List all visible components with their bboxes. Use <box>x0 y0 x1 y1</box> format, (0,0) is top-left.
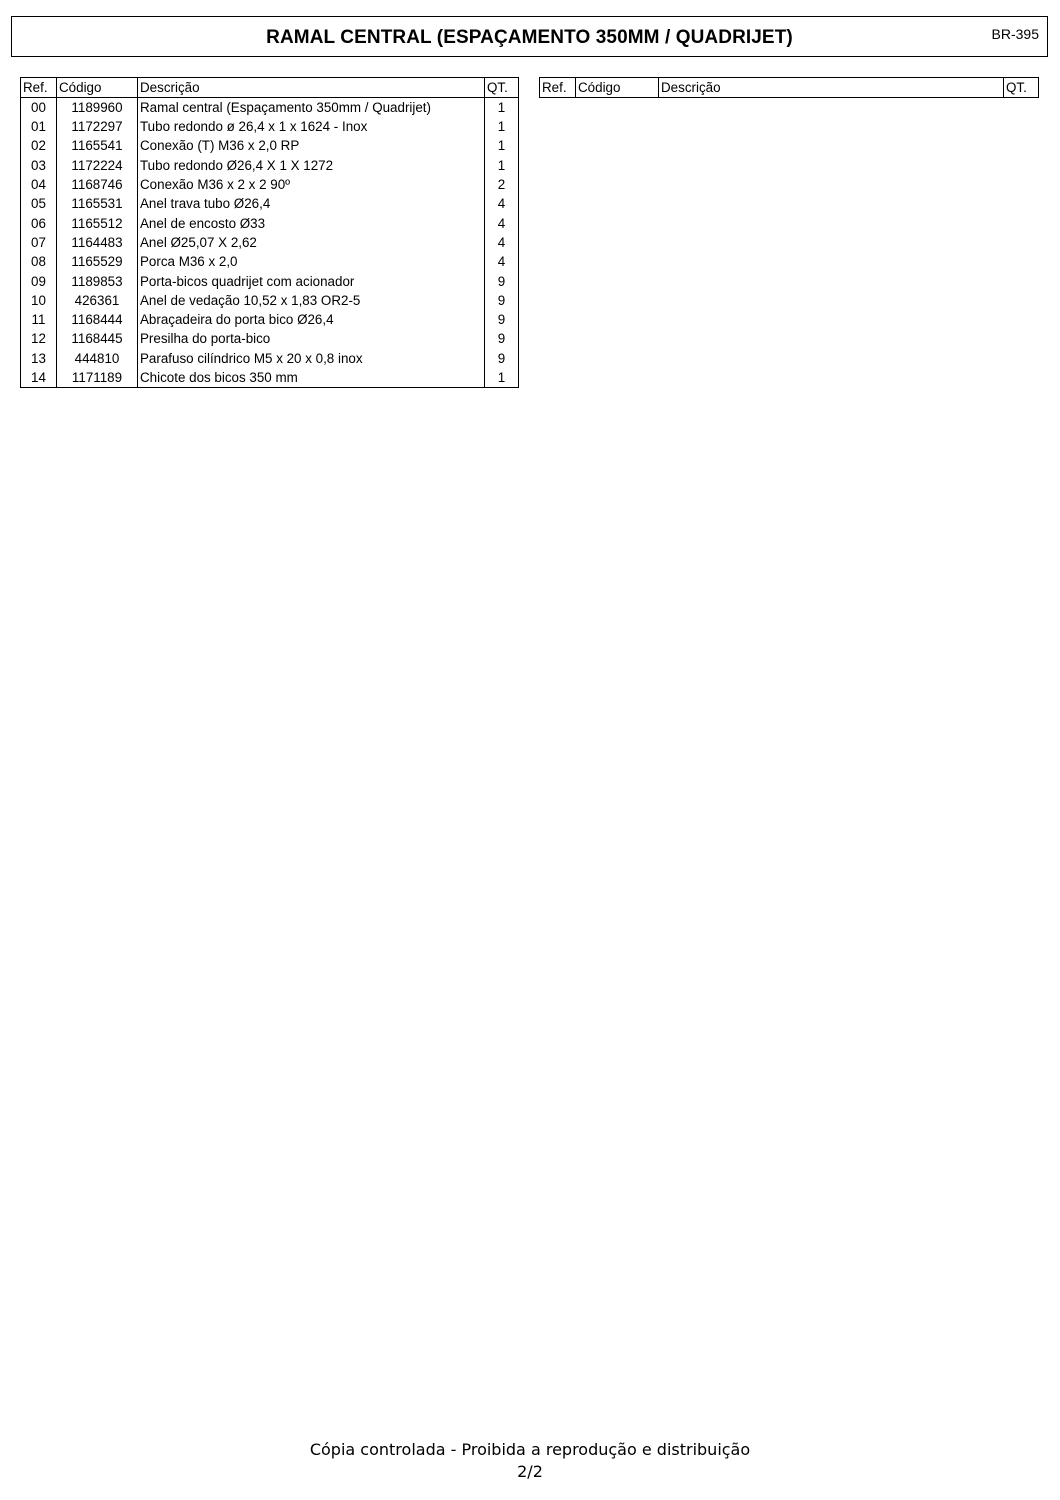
footer-notice: Cópia controlada - Proibida a reprodução e distribuição <box>309 1440 751 1459</box>
table-row <box>21 349 519 368</box>
table-row <box>21 213 519 232</box>
cell-ref: 08 <box>21 252 57 271</box>
table-header-row <box>540 78 1039 98</box>
cell-description: Ramal central (Espaçamento 350mm / Quadrijet) <box>138 98 485 118</box>
cell-code: 1165529 <box>57 252 138 271</box>
cell-description: Parafuso cilíndrico M5 x 20 x 0,8 inox <box>138 349 485 368</box>
column-header-code: Código <box>57 78 138 98</box>
cell-description: Abraçadeira do porta bico Ø26,4 <box>138 310 485 329</box>
column-header-description: Descrição <box>138 78 485 98</box>
table-row <box>21 117 519 136</box>
title-box <box>11 16 1048 57</box>
cell-code: 1189960 <box>57 98 138 118</box>
cell-description: Anel de encosto Ø33 <box>138 213 485 232</box>
cell-qty: 9 <box>485 291 519 310</box>
cell-ref: 14 <box>21 368 57 388</box>
table-row <box>21 310 519 329</box>
cell-qty: 1 <box>485 368 519 388</box>
page-number: 2/2 <box>517 1462 543 1481</box>
cell-ref: 11 <box>21 310 57 329</box>
page-title: RAMAL CENTRAL (ESPAÇAMENTO 350MM / QUADRIJET) <box>266 27 793 48</box>
table-row <box>21 291 519 310</box>
cell-code: 1164483 <box>57 233 138 252</box>
table-header-row <box>21 78 519 98</box>
cell-description: Porta-bicos quadrijet com acionador <box>138 271 485 290</box>
cell-code: 1168445 <box>57 329 138 348</box>
table-row <box>21 136 519 155</box>
cell-ref: 07 <box>21 233 57 252</box>
cell-qty: 9 <box>485 271 519 290</box>
cell-qty: 9 <box>485 310 519 329</box>
cell-description: Chicote dos bicos 350 mm <box>138 368 485 388</box>
cell-code: 444810 <box>57 349 138 368</box>
cell-qty: 4 <box>485 252 519 271</box>
cell-description: Anel trava tubo Ø26,4 <box>138 194 485 213</box>
cell-description: Porca M36 x 2,0 <box>138 252 485 271</box>
column-header-description: Descrição <box>659 78 1004 98</box>
cell-ref: 01 <box>21 117 57 136</box>
cell-description: Tubo redondo ø 26,4 x 1 x 1624 - Inox <box>138 117 485 136</box>
table-row <box>21 368 519 388</box>
table-row <box>21 98 519 118</box>
cell-qty: 9 <box>485 349 519 368</box>
cell-ref: 06 <box>21 213 57 232</box>
cell-ref: 05 <box>21 194 57 213</box>
column-header-qty: QT. <box>1004 78 1039 98</box>
cell-qty: 1 <box>485 156 519 175</box>
parts-table-left <box>20 77 519 388</box>
cell-description: Anel de vedação 10,52 x 1,83 OR2-5 <box>138 291 485 310</box>
cell-ref: 12 <box>21 329 57 348</box>
cell-ref: 10 <box>21 291 57 310</box>
cell-code: 1189853 <box>57 271 138 290</box>
table-row <box>21 233 519 252</box>
cell-description: Conexão (T) M36 x 2,0 RP <box>138 136 485 155</box>
cell-ref: 02 <box>21 136 57 155</box>
table-row <box>21 194 519 213</box>
document-code: BR-395 <box>991 26 1039 42</box>
table-row <box>21 329 519 348</box>
cell-qty: 1 <box>485 98 519 118</box>
cell-description: Conexão M36 x 2 x 2 90º <box>138 175 485 194</box>
column-header-ref: Ref. <box>540 78 576 98</box>
cell-description: Presilha do porta-bico <box>138 329 485 348</box>
column-header-qty: QT. <box>485 78 519 98</box>
table-row <box>21 252 519 271</box>
cell-ref: 13 <box>21 349 57 368</box>
cell-ref: 00 <box>21 98 57 118</box>
cell-qty: 9 <box>485 329 519 348</box>
cell-code: 1172224 <box>57 156 138 175</box>
column-header-ref: Ref. <box>21 78 57 98</box>
cell-code: 1172297 <box>57 117 138 136</box>
cell-qty: 1 <box>485 117 519 136</box>
cell-description: Tubo redondo Ø26,4 X 1 X 1272 <box>138 156 485 175</box>
cell-code: 1168444 <box>57 310 138 329</box>
cell-code: 1168746 <box>57 175 138 194</box>
cell-ref: 09 <box>21 271 57 290</box>
cell-ref: 04 <box>21 175 57 194</box>
parts-table-body <box>21 98 519 388</box>
cell-code: 1165531 <box>57 194 138 213</box>
cell-qty: 4 <box>485 233 519 252</box>
table-row <box>21 156 519 175</box>
table-row <box>21 271 519 290</box>
cell-qty: 1 <box>485 136 519 155</box>
cell-code: 426361 <box>57 291 138 310</box>
cell-description: Anel Ø25,07 X 2,62 <box>138 233 485 252</box>
cell-qty: 4 <box>485 213 519 232</box>
cell-qty: 2 <box>485 175 519 194</box>
cell-code: 1171189 <box>57 368 138 388</box>
table-row <box>21 175 519 194</box>
cell-code: 1165512 <box>57 213 138 232</box>
cell-ref: 03 <box>21 156 57 175</box>
cell-code: 1165541 <box>57 136 138 155</box>
cell-qty: 4 <box>485 194 519 213</box>
parts-table-right <box>539 77 1039 98</box>
column-header-code: Código <box>576 78 659 98</box>
